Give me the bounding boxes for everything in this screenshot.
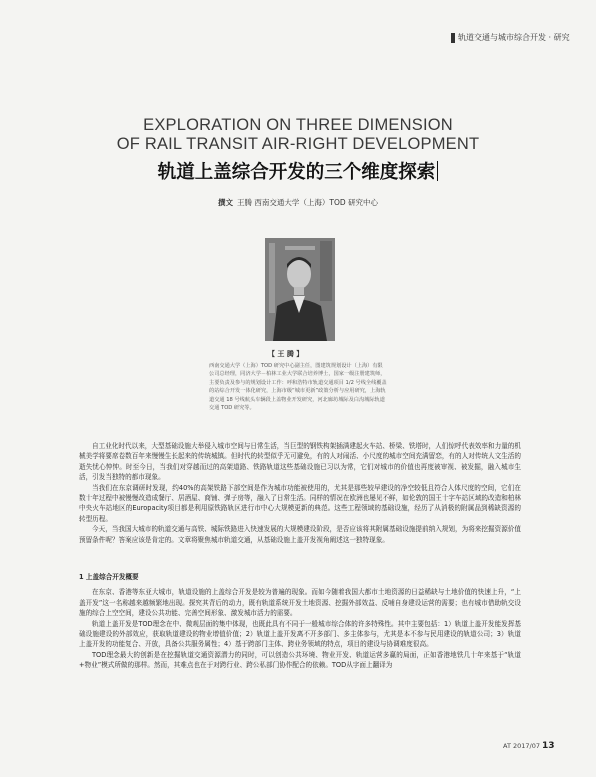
paragraph: 今天，当我国大城市的轨道交通与高铁、城际铁路进入快速发展的大规模建设阶段，是否应该将其附属基础设施提前纳入规划，为将来挖掘资源价值预留条件呢？答案应该是肯定的。文章将聚焦城市轨道交通，从基础设施上盖开发视角阐述这一独特现象。 xyxy=(79,525,521,544)
author-photo xyxy=(265,238,335,341)
paragraph: 轨道上盖开发是TOD理念在中、微观层面的集中体现，也既此具有不同于一般城市综合体的许多特殊性。其中主要包括：1）轨道上盖开发能发挥基础设施建设的外部效应，获取轨道建设的物业增值价值；2）轨道上盖开发离不开多部门、多主体参与，尤其是本不参与民用建设的轨道公司；3）轨道上盖开发的功能复合、开放，具备公共服务属性；4）基于跨部门主体、跨业务领域的特点，项目的建设与协调难度很高。 xyxy=(79,619,521,649)
issue-label: AT 2017/07 xyxy=(503,742,540,750)
title-english-line-1: EXPLORATION ON THREE DIMENSION xyxy=(143,116,453,134)
title-chinese xyxy=(0,158,596,184)
header-marker xyxy=(451,33,455,43)
page-footer xyxy=(503,741,555,751)
paragraph: 自工业化时代以来，大型基础设施大举侵入城市空间与日常生活，当巨型的钢铁构架插满建起火车站、桥梁、铁塔时，人们惊呼代表效率和力量的机械美学将要席卷数百年来慢慢生长起来的传统城镇。但时代的转型似乎无可避免，有的人对闹活、小尺度的城市空间充满留恋，有的人对传统人文生活的逝失忧心忡忡。时至今日，当我们对穿越而过的高架道路、铁路轨道这些基础设施已习以为常，它们对城市的价值也再度被审视、被发掘，融入城市生活，引发当独特的都市现象。 xyxy=(79,442,521,482)
section-heading: 1 上盖综合开发概要 xyxy=(79,573,139,581)
title-chinese-text: 轨道上盖综合开发的三个维度探索 xyxy=(157,162,436,183)
paragraph: 当我们在东京调研时发现，约40%的高架铁路下部空间是作为城市功能被使用的，尤其是那些较早建设的净空较低且符合人体尺度的空间，它们在数十年过程中被慢慢改造成餐厅、居酒屋、商铺、弹子房等，融入了日常生活。同样的情况在欧洲也屡见不鲜，如伦敦的国王十字车站区域的改造和柏林中央火车站地区的Europacity项目都是利用原铁路轨区进行市中心大规模更新的典范。这些工程领域的基础设施，经历了从消极的附属品到稀缺资源的转型历程。 xyxy=(79,483,521,523)
byline-author: 王腾 西南交通大学（上海）TOD 研究中心 xyxy=(236,198,379,207)
byline xyxy=(0,197,596,208)
author-portrait-image xyxy=(265,238,335,341)
page-number: 13 xyxy=(541,741,555,751)
title-english-line-2: OF RAIL TRANSIT AIR-RIGHT DEVELOPMENT xyxy=(116,135,480,153)
paragraph: TOD理念最大的创新是在挖掘轨道交通资源潜力的同时，可以创造公共环境、物业开发、轨道运营多赢的局面，正如香港地铁几十年来基于“轨道+物业”模式所做的那样。然而，其难点也在于对跨行业、跨公私部门协作配合的依赖。TOD从字面上翻译为 xyxy=(79,650,521,670)
article-body-section-1 xyxy=(79,566,521,671)
author-name: 【 王 腾 】 xyxy=(268,350,304,358)
author-bio: 西南交通大学（上海）TOD 研究中心副主任，图建筑规划设计（上海）有限公司总经理，同济大学－柏林工业大学联合培养博士，国家一级注册建筑师，主要负责及参与的规划设计工作：呼和浩特市轨道交通项目 1/2 号线全线覆盖的站综合开发一体化研究，上海市级“城市更新”政策分析与应用研究，上海轨道交通 18 号线航头车辆段上盖物业开发研究，河北廊坊城际及白沟城际轨道交通 TOD 研究等。 xyxy=(209,363,387,412)
byline-prefix: 撰文 xyxy=(217,198,233,207)
paragraph: 在东京、香港等东亚大城市，轨道设施的上盖综合开发是较为普遍的现象。而如今随着我国大都市土地资源的日益稀缺与土地价值的快速上升，“上盖开发”这一名称越来越频繁地出现。探究其背后的动力，既有轨道系统开发土地资源、挖掘外部效益、反哺自身建设运营的需要；也有城市借助轨交设施的综合上空空间，建设公共功能、完善空间形象、激发城市活力的需要。 xyxy=(79,588,521,618)
article-body-intro xyxy=(79,441,521,545)
text-cursor xyxy=(437,161,438,181)
title-english xyxy=(0,116,596,154)
running-header: 轨道交通与城市综合开发 · 研究 xyxy=(458,33,570,42)
